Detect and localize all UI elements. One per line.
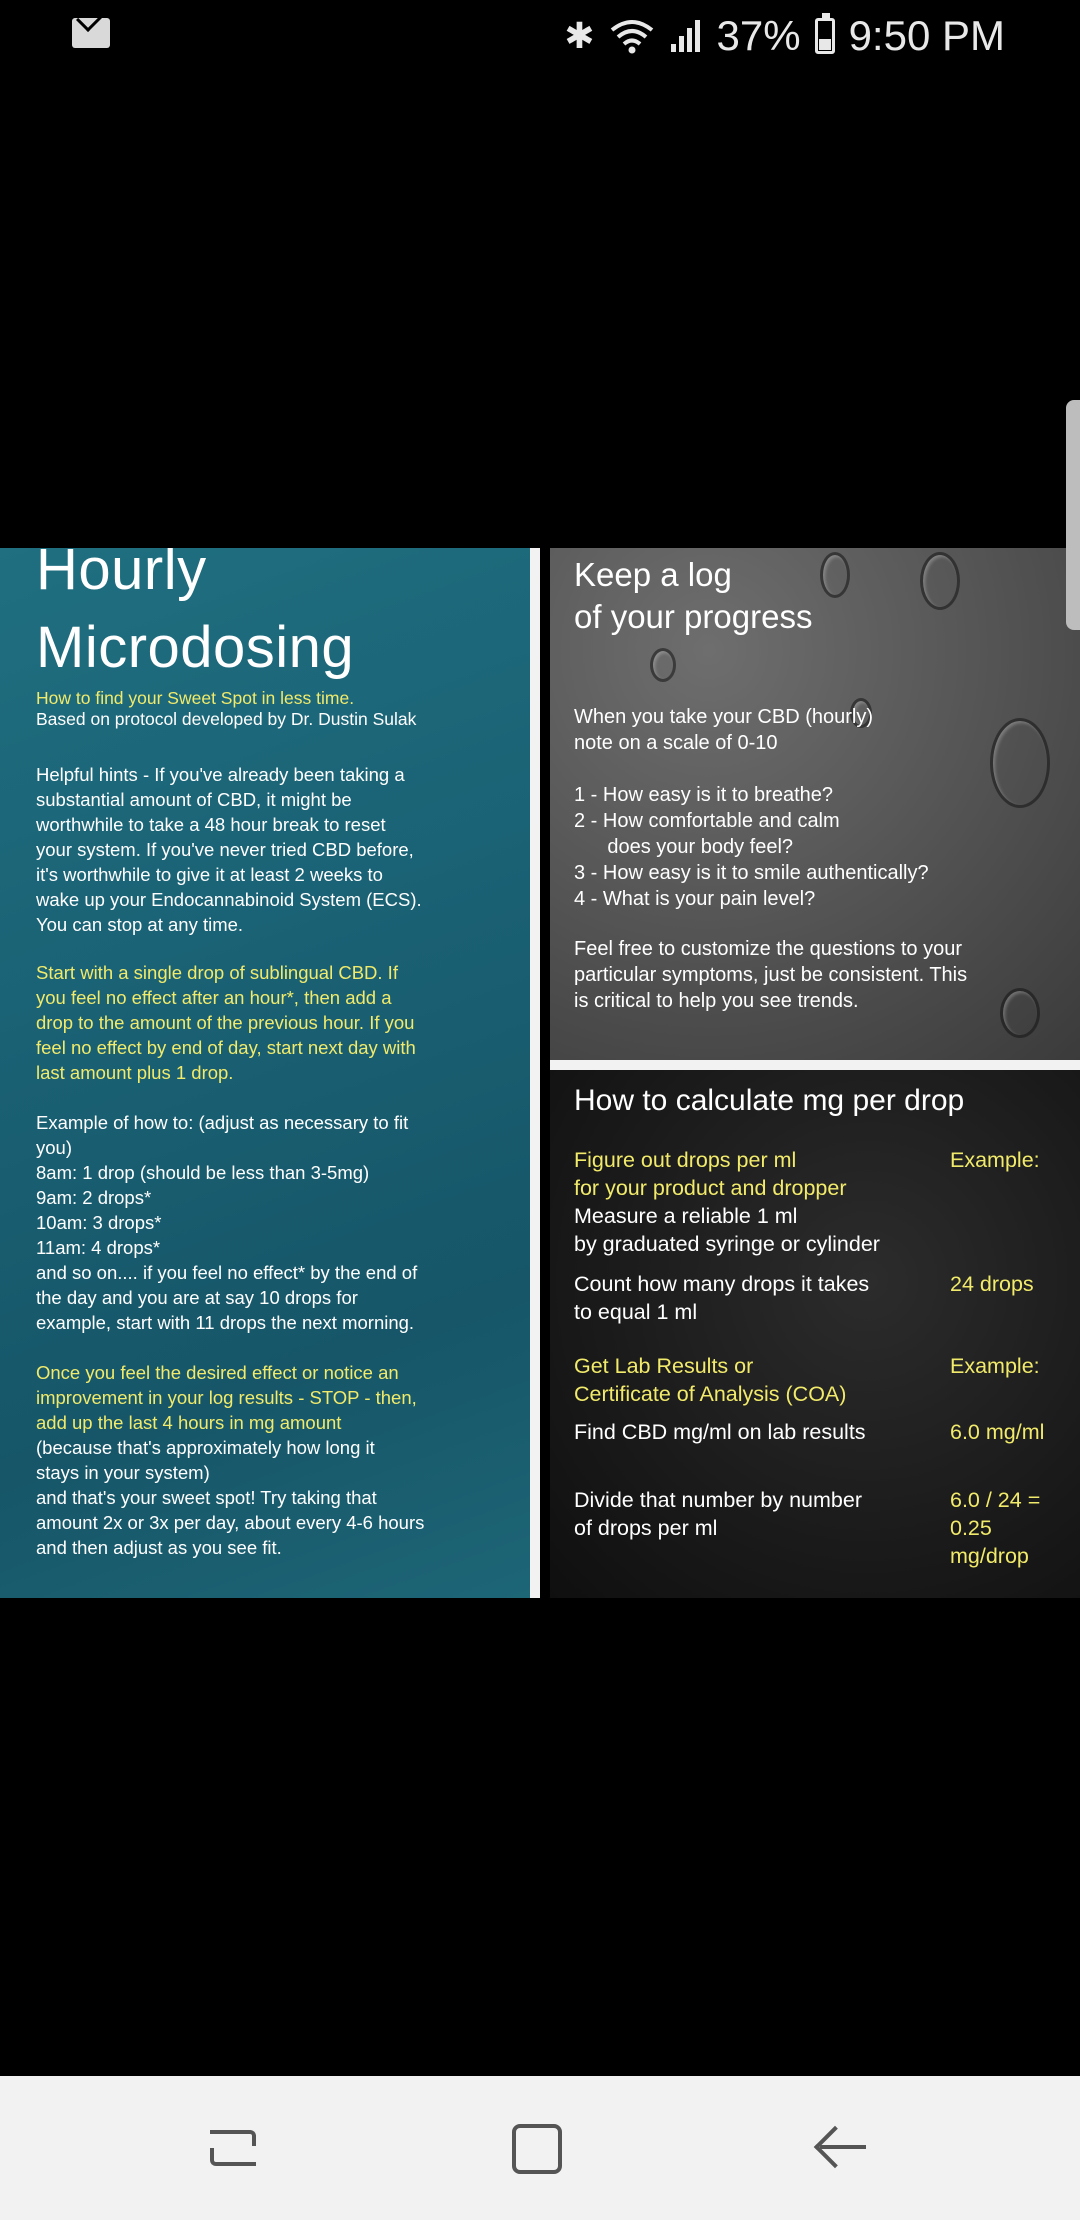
notification-area — [72, 18, 110, 48]
home-button[interactable] — [508, 2120, 568, 2180]
log-intro — [574, 704, 873, 756]
calc-label: for your product and dropper — [574, 1176, 847, 1200]
calc-value: 6.0 / 24 = — [950, 1488, 1041, 1512]
calc-step-count — [574, 1270, 934, 1326]
mg-per-drop-panel — [550, 1070, 1080, 1598]
calc-label: Count how many drops it takes — [574, 1272, 870, 1296]
water-drop — [820, 552, 850, 598]
log-questions — [574, 782, 929, 912]
calc-label: Measure a reliable 1 ml — [574, 1204, 798, 1228]
system-indicators — [564, 12, 1005, 60]
example-line: you) — [36, 1137, 72, 1158]
sweet-spot-line: and that's your sweet spot! Try taking that — [36, 1487, 377, 1508]
start-line: drop to the amount of the previous hour. If you — [36, 1012, 415, 1033]
question-item: 1 - How easy is it to breathe? — [574, 784, 834, 806]
hint-line: Helpful hints - If you've already been taking a — [36, 764, 405, 785]
log-title-line1: Keep a log — [574, 556, 732, 593]
calc-step-measure — [574, 1202, 934, 1258]
example-line: example, start with 11 drops the next morning. — [36, 1312, 415, 1333]
sweet-spot-line: improvement in your log results - STOP - then, — [36, 1387, 417, 1408]
question-item: does your body feel? — [574, 836, 794, 858]
water-drop — [1000, 988, 1040, 1038]
question-item: 2 - How comfortable and calm — [574, 810, 840, 832]
helpful-hints — [36, 762, 422, 937]
example-line: 9am: 2 drops* — [36, 1187, 152, 1208]
sweet-spot-line: and then adjust as you see fit. — [36, 1537, 282, 1558]
calc-title: How to calculate mg per drop — [574, 1084, 965, 1117]
microdosing-panel — [0, 548, 540, 1598]
home-icon — [512, 2124, 562, 2174]
subtitle-line1: How to find your Sweet Spot in less time. — [36, 688, 355, 708]
image-viewer[interactable] — [0, 548, 1080, 1598]
example-schedule — [36, 1110, 417, 1335]
log-intro-line2: note on a scale of 0-10 — [574, 732, 778, 754]
water-drop — [920, 552, 960, 610]
footer-line: is critical to help you see trends. — [574, 990, 859, 1012]
footer-line: particular symptoms, just be consistent. This — [574, 964, 968, 986]
status-bar — [0, 0, 1080, 72]
calc-value: Example: — [950, 1148, 1040, 1172]
hint-line: it's worthwhile to give it at least 2 weeks to — [36, 864, 383, 885]
hint-line: wake up your Endocannabinoid System (ECS). — [36, 889, 422, 910]
calc-label: by graduated syringe or cylinder — [574, 1232, 880, 1256]
calc-result — [950, 1486, 1080, 1570]
example-line: 11am: 4 drops* — [36, 1237, 161, 1258]
water-drop — [990, 718, 1050, 808]
navigation-bar — [0, 2076, 1080, 2220]
start-instructions — [36, 960, 416, 1085]
panel-title-line1: Hourly — [36, 548, 207, 602]
recent-apps-icon — [210, 2148, 256, 2166]
mail-icon — [72, 18, 110, 48]
question-item: 4 - What is your pain level? — [574, 888, 816, 910]
start-line: feel no effect by end of day, start next day with — [36, 1037, 416, 1058]
start-line: you feel no effect after an hour*, then add a — [36, 987, 392, 1008]
sweet-spot-line: stays in your system) — [36, 1462, 210, 1483]
calc-step-divide — [574, 1486, 934, 1542]
subtitle-line2: Based on protocol developed by Dr. Dustin Sulak — [36, 709, 417, 729]
hint-line: worthwhile to take a 48 hour break to reset — [36, 814, 386, 835]
progress-log-panel — [550, 548, 1080, 1060]
water-drop — [650, 648, 676, 682]
edge-panel-handle[interactable] — [1066, 400, 1080, 630]
start-line: Start with a single drop of sublingual CBD. If — [36, 962, 398, 983]
calc-label: Find CBD mg/ml on lab results — [574, 1420, 866, 1444]
sweet-spot-line: (because that's approximately how long it — [36, 1437, 375, 1458]
wifi-icon — [609, 18, 655, 54]
log-intro-line1: When you take your CBD (hourly) — [574, 706, 874, 728]
calc-value: 24 drops — [950, 1272, 1034, 1296]
example-line: 8am: 1 drop (should be less than 3-5mg) — [36, 1162, 370, 1183]
battery-icon — [815, 18, 835, 54]
battery-percentage: 37% — [716, 12, 801, 59]
calc-step-drops — [574, 1146, 934, 1202]
panel-divider-vertical — [530, 548, 540, 1598]
example-line: and so on.... if you feel no effect* by the end of — [36, 1262, 418, 1283]
sweet-spot-line: amount 2x or 3x per day, about every 4-6 hours — [36, 1512, 425, 1533]
start-line: last amount plus 1 drop. — [36, 1062, 234, 1083]
hint-line: substantial amount of CBD, it might be — [36, 789, 352, 810]
calc-value: 6.0 mg/ml — [950, 1420, 1045, 1444]
hint-line: your system. If you've never tried CBD before, — [36, 839, 414, 860]
log-title-line2: of your progress — [574, 598, 813, 635]
calc-label: Certificate of Analysis (COA) — [574, 1382, 847, 1406]
signal-icon — [669, 18, 703, 54]
question-item: 3 - How easy is it to smile authentically? — [574, 862, 929, 884]
calc-label: to equal 1 ml — [574, 1300, 698, 1324]
back-button[interactable] — [810, 2120, 870, 2180]
recent-apps-button[interactable] — [204, 2120, 264, 2180]
sweet-spot-line: add up the last 4 hours in mg amount — [36, 1412, 342, 1433]
calc-label: Figure out drops per ml — [574, 1148, 797, 1172]
hint-line: You can stop at any time. — [36, 914, 244, 935]
sweet-spot-line: Once you feel the desired effect or notice an — [36, 1362, 399, 1383]
calc-value: 0.25 — [950, 1516, 992, 1540]
panel-divider-horizontal — [550, 1060, 1080, 1070]
sweet-spot-instructions — [36, 1360, 424, 1560]
calc-value: Example: — [950, 1354, 1040, 1378]
calc-step-lab — [574, 1352, 934, 1408]
example-line: the day and you are at say 10 drops for — [36, 1287, 358, 1308]
calc-label: Get Lab Results or — [574, 1354, 754, 1378]
example-line: 10am: 3 drops* — [36, 1212, 162, 1233]
recent-apps-icon — [210, 2130, 256, 2146]
clock: 9:50 PM — [848, 12, 1005, 59]
panel-title-line2: Microdosing — [36, 615, 355, 680]
example-line: Example of how to: (adjust as necessary to fit — [36, 1112, 409, 1133]
back-arrow-icon — [820, 2145, 866, 2149]
calc-label: Divide that number by number — [574, 1488, 863, 1512]
bluetooth-icon: ✱ — [564, 15, 595, 56]
log-title — [574, 554, 812, 638]
calc-value: mg/drop — [950, 1544, 1029, 1568]
calc-step-find — [574, 1418, 934, 1446]
footer-line: Feel free to customize the questions to your — [574, 938, 962, 960]
log-footer — [574, 936, 967, 1014]
calc-label: of drops per ml — [574, 1516, 718, 1540]
